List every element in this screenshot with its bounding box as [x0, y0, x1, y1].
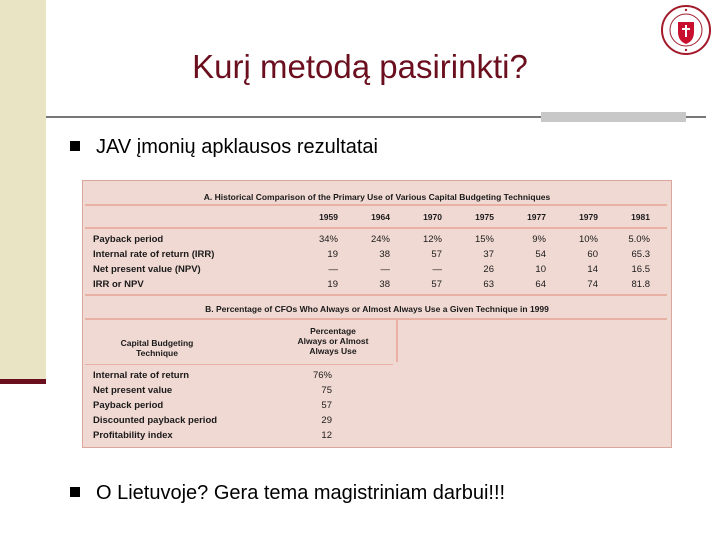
table-cell: —	[380, 264, 390, 275]
divider-accent	[541, 112, 686, 122]
table-cell: 57	[321, 400, 332, 411]
table-row-label: Discounted payback period	[93, 415, 218, 426]
column-header-percentage: Percentage Always or Almost Always Use	[297, 326, 369, 356]
table-cell: 10	[535, 264, 546, 275]
table-row-label: Payback period	[93, 234, 164, 245]
year-header: 1975	[475, 212, 494, 222]
sidebar-accent	[0, 379, 46, 384]
table-cell: 9%	[532, 234, 546, 245]
table-cell: 81.8	[631, 279, 650, 290]
square-bullet-icon	[70, 487, 80, 497]
table-cell: 57	[431, 279, 442, 290]
table-cell: 10%	[578, 234, 598, 245]
section-a-title: A. Historical Comparison of the Primary Use of Various Capital Budgeting Techniques	[203, 192, 551, 202]
section-b-title: B. Percentage of CFOs Who Always or Almost Always Use a Given Technique in 1999	[205, 304, 549, 314]
year-header: 1981	[631, 212, 650, 222]
bullet-item	[70, 482, 505, 505]
table-cell: 38	[379, 249, 390, 260]
table-cell: 64	[535, 279, 546, 290]
table-row-label: Internal rate of return (IRR)	[93, 249, 215, 260]
table-row-label: Payback period	[93, 400, 164, 411]
table-cell: 16.5	[631, 264, 650, 275]
table-cell: 12	[321, 430, 332, 441]
table-row-label: Net present value (NPV)	[93, 264, 201, 275]
table-cell: 54	[535, 249, 546, 260]
table-cell: 26	[483, 264, 494, 275]
table-row-label: Net present value	[93, 385, 173, 396]
table-cell: 74	[587, 279, 598, 290]
table-cell: 34%	[318, 234, 338, 245]
year-header: 1959	[319, 212, 338, 222]
table-cell: 12%	[422, 234, 442, 245]
table-row-label: Profitability index	[93, 430, 173, 441]
decorative-sidebar	[0, 0, 46, 383]
year-header: 1964	[371, 212, 390, 222]
table-cell: —	[432, 264, 442, 275]
table-cell: —	[328, 264, 338, 275]
year-header: 1979	[579, 212, 598, 222]
bullet-text: JAV įmonių apklausos rezultatai	[96, 136, 378, 158]
table-row-label: Internal rate of return	[93, 370, 190, 381]
table-cell: 60	[587, 249, 598, 260]
table-row-label: IRR or NPV	[93, 279, 144, 290]
table-cell: 57	[431, 249, 442, 260]
survey-figure	[82, 180, 672, 448]
table-cell: 5.0%	[628, 234, 650, 245]
slide-title: Kurį metodą pasirinkti?	[192, 48, 528, 85]
year-header: 1970	[423, 212, 442, 222]
table-cell: 15%	[474, 234, 494, 245]
table-cell: 29	[321, 415, 332, 426]
table-cell: 14	[587, 264, 598, 275]
table-cell: 76%	[312, 370, 332, 381]
university-seal-icon	[660, 4, 712, 56]
bullet-item	[70, 136, 378, 159]
table-cell: 24%	[370, 234, 390, 245]
table-cell: 19	[327, 249, 338, 260]
bullet-text: O Lietuvoje? Gera tema magistriniam darbui!!!	[96, 482, 506, 504]
table-cell: 19	[327, 279, 338, 290]
table-cell: 63	[483, 279, 494, 290]
year-header: 1977	[527, 212, 546, 222]
square-bullet-icon	[70, 141, 80, 151]
column-header-technique: Capital Budgeting Technique	[120, 338, 194, 358]
table-cell: 38	[379, 279, 390, 290]
table-cell: 75	[321, 385, 332, 396]
table-cell: 37	[483, 249, 494, 260]
table-cell: 65.3	[631, 249, 650, 260]
